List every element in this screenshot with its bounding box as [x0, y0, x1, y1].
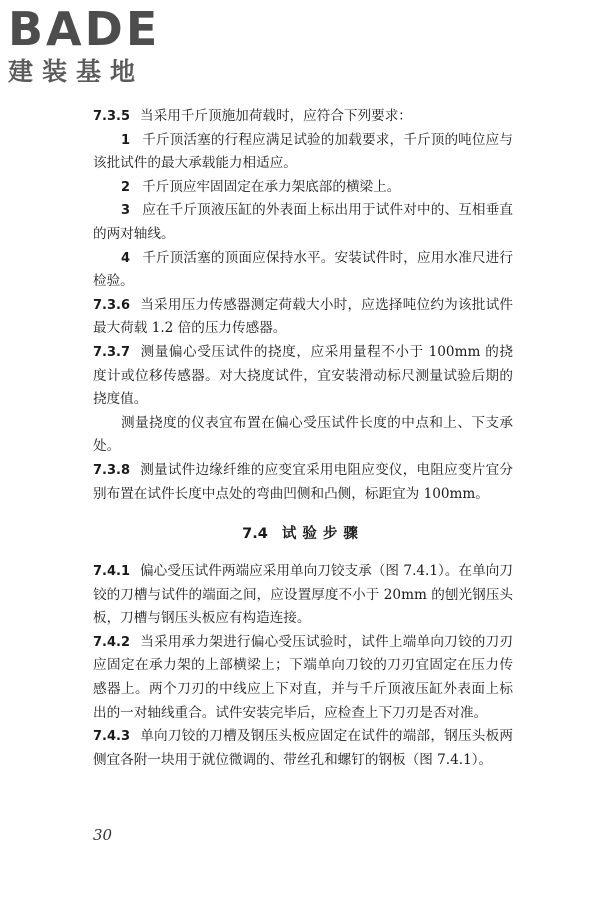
- clause-7-3-7: [93, 341, 513, 412]
- clause-number: 7.3.8: [93, 462, 131, 478]
- item-text: 千斤顶活塞的顶面应保持水平。安装试件时，应用水准尺进行检验。: [93, 249, 513, 290]
- clause-7-3-7-note: 测量挠度的仪表宜布置在偏心受压试件长度的中点和上、下支承处。: [93, 414, 513, 455]
- page-number: 30: [93, 826, 113, 844]
- item-number: 1: [121, 132, 131, 148]
- clause-text: 当采用压力传感器测定荷载大小时，应选择吨位约为该批试件最大荷载 1.2 倍的压力传感器。: [93, 296, 513, 337]
- clause-7-4-1: [93, 560, 513, 631]
- item-text: 千斤顶活塞的行程应满足试验的加载要求，千斤顶的吨位应与该批试件的最大承载能力相适应。: [93, 131, 513, 172]
- clause-7-4-3: [93, 725, 513, 772]
- list-item: [93, 176, 513, 200]
- item-text: 千斤顶应牢固固定在承力架底部的横梁上。: [142, 178, 401, 195]
- section-title: 试验步骤: [281, 526, 364, 543]
- clause-7-3-6: [93, 294, 513, 341]
- clause-text: 测量偏心受压试件的挠度，应采用量程不小于 100mm 的挠度计或位移传感器。对大挠度试件，宜安装滑动标尺测量试验后期的挠度值。: [93, 343, 513, 408]
- clause-number: 7.4.3: [93, 729, 131, 745]
- list-item: [93, 129, 513, 176]
- logo-subtitle: 建装基地: [8, 57, 145, 86]
- clause-text: 当采用千斤顶施加荷载时，应符合下列要求：: [140, 108, 412, 124]
- bade-logo: [8, 4, 178, 88]
- item-number: 3: [121, 203, 131, 219]
- clause-number: 7.3.5: [93, 109, 131, 124]
- section-number: 7.4: [242, 526, 268, 543]
- list-item: [93, 247, 513, 294]
- clause-text: 当采用承力架进行偏心受压试验时，试件上端单向刀铰的刀刃应固定在承力架的上部横梁上；下端单向刀铰的刀刃宜固定在压力传感器上。两个刀刃的中线应上下对直，并与千斤顶液压缸外表面上标出的一对轴线重合。试件安装完毕后，应检查上下刀刃是否对准。: [93, 633, 513, 721]
- item-number: 2: [121, 179, 131, 195]
- item-text: 应在千斤顶液压缸的外表面上标出用于试件对中的、互相垂直的两对轴线。: [93, 202, 513, 242]
- clause-7-4-2: [93, 631, 513, 725]
- page-body: [93, 105, 513, 772]
- clause-number: 7.4.1: [93, 564, 131, 580]
- clause-number: 7.3.6: [93, 297, 131, 313]
- section-heading: [93, 522, 513, 546]
- clause-7-3-8: [93, 459, 513, 506]
- clause-7-3-5: [93, 105, 513, 129]
- clause-number: 7.3.7: [93, 344, 131, 360]
- clause-text: 单向刀铰的刀槽及钢压头板应固定在试件的端部，钢压头板两侧宜各附一块用于就位微调的、带丝孔和螺钉的钢板（图 7.4.1）。: [93, 728, 513, 768]
- list-item: [93, 199, 513, 246]
- item-number: 4: [121, 250, 131, 266]
- clause-text: 测量试件边缘纤维的应变宜采用电阻应变仪，电阻应变片宜分别布置在试件长度中点处的弯曲凹侧和凸侧，标距宜为 100mm。: [93, 461, 513, 502]
- logo-brand: BADE: [8, 2, 161, 56]
- clause-number: 7.4.2: [93, 634, 131, 650]
- clause-text: 偏心受压试件两端应采用单向刀铰支承（图 7.4.1）。在单向刀铰的刀槽与试件的端面之间，应设置厚度不小于 20mm 的刨光钢压头板，刀槽与钢压头板应有构造连接。: [93, 563, 513, 627]
